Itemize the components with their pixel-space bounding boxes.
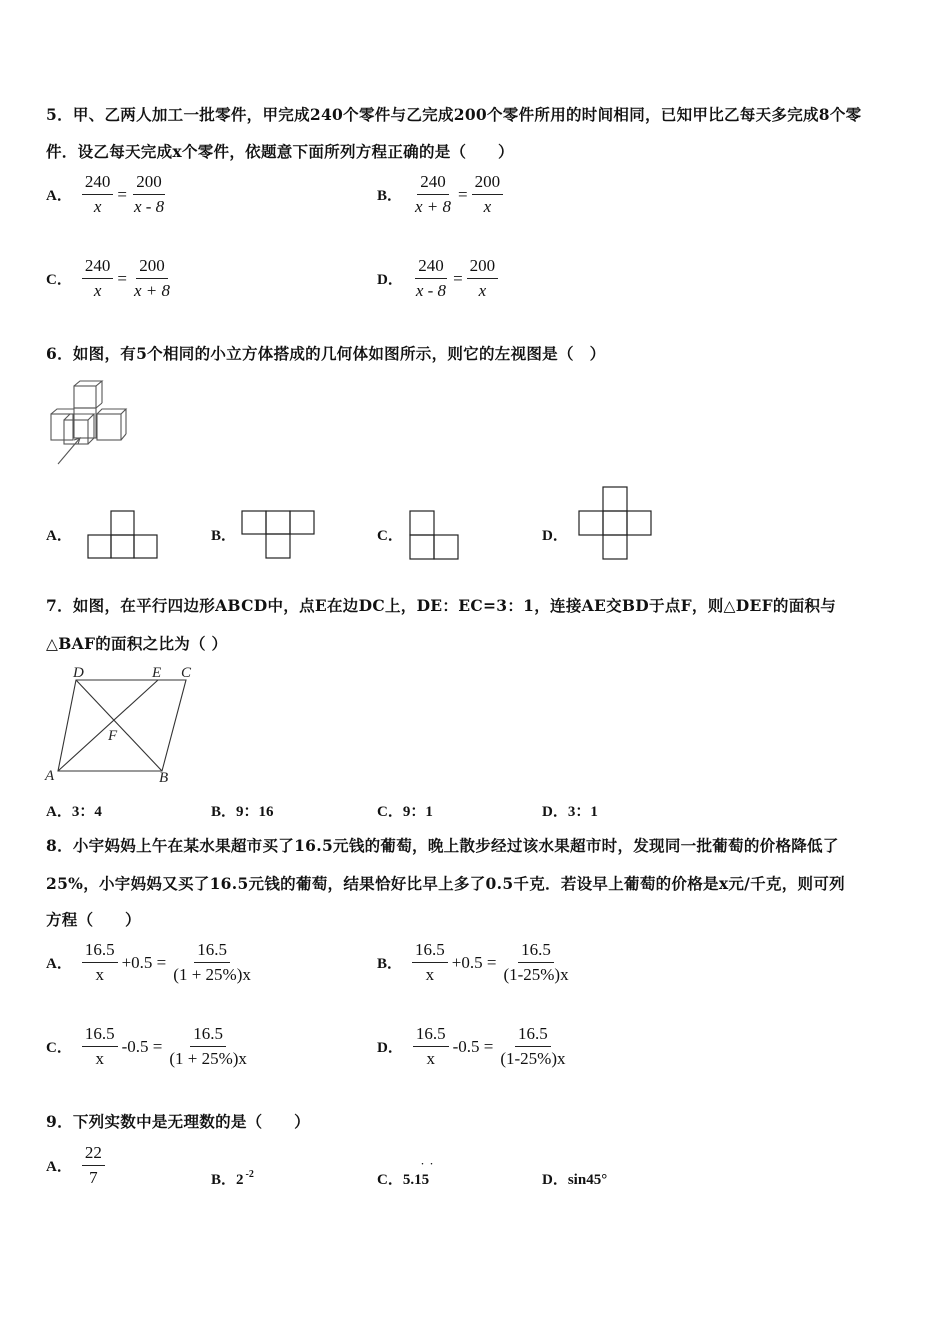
option-label: A． [46, 1159, 72, 1175]
equals-sign: = [458, 184, 468, 204]
q9-option-a[interactable] [46, 1143, 105, 1188]
denominator: x + 8 [415, 197, 452, 216]
q6-option-b-label[interactable]: B． [211, 528, 237, 544]
q6-option-a-figure[interactable] [87, 510, 159, 560]
option-label: B． [377, 188, 403, 204]
numerator: 240 [415, 256, 447, 279]
sin-value: sin45° [567, 1172, 608, 1188]
denominator: x - 8 [415, 281, 447, 300]
numerator: 16.5 [412, 940, 448, 963]
q5-option-b[interactable] [377, 172, 503, 217]
operator: +0.5 = [121, 952, 167, 972]
q8-option-c[interactable] [46, 1024, 250, 1069]
q6-option-b-figure[interactable] [241, 510, 315, 560]
label-e: E [152, 665, 162, 681]
numerator: 240 [82, 172, 114, 195]
denominator: x [95, 1049, 104, 1068]
option-label: D． [377, 272, 403, 288]
q9-stem: 9．下列实数中是无理数的是（ ） [46, 1112, 310, 1131]
numerator: 16.5 [82, 1024, 118, 1047]
numerator: 16.5 [518, 940, 554, 963]
numerator: 240 [417, 172, 449, 195]
option-label: B． [211, 1172, 237, 1188]
q6-option-c-label[interactable]: C． [377, 528, 403, 544]
denominator: (1-25%)x [503, 965, 569, 984]
q9-option-b[interactable] [211, 1168, 254, 1189]
numerator: 16.5 [190, 1024, 226, 1047]
numerator: 200 [472, 172, 504, 195]
option-label: B． [377, 956, 403, 972]
q5-option-d[interactable] [377, 256, 498, 301]
numerator: 22 [82, 1143, 105, 1166]
label-a: A [45, 768, 55, 784]
option-label: C． [46, 272, 72, 288]
option-label: C． [46, 1040, 72, 1056]
segment-bd [76, 680, 162, 771]
option-label: A． [46, 188, 72, 204]
q6-option-d-figure[interactable] [577, 486, 653, 560]
equals-sign: = [117, 184, 127, 204]
denominator: x [95, 965, 104, 984]
power-base: 2 [236, 1172, 244, 1188]
numerator: 240 [82, 256, 114, 279]
denominator: x - 8 [133, 197, 165, 216]
q8-stem-line2: 25%，小宇妈妈又买了16.5元钱的葡萄，结果恰好比早上多了0.5千克．若设早上葡萄的价格是x元/千克，则可列 [46, 874, 845, 893]
repeating-dot-mark: · [421, 1159, 425, 1169]
repeating-decimal: 5.15 [402, 1172, 430, 1188]
denominator: (1 + 25%)x [173, 965, 251, 984]
q8-option-a[interactable] [46, 940, 254, 985]
numerator: 16.5 [515, 1024, 551, 1047]
numerator: 200 [136, 256, 168, 279]
q6-option-c-figure[interactable] [409, 510, 461, 560]
equals-sign: = [117, 268, 127, 288]
denominator: x [93, 197, 102, 216]
q8-option-b[interactable] [377, 940, 572, 985]
q7-stem-line2: △BAF的面积之比为（ ） [46, 634, 228, 653]
denominator: 7 [89, 1168, 98, 1187]
power-exponent: -2 [245, 1169, 254, 1180]
q6-option-a-label[interactable]: A． [46, 528, 72, 544]
label-c: C [181, 665, 192, 681]
q5-option-c[interactable] [46, 256, 173, 301]
repeating-dot-mark: · [430, 1159, 434, 1169]
q9-option-d[interactable] [542, 1168, 607, 1189]
denominator: x [483, 197, 492, 216]
q6-cube-figure [44, 378, 136, 470]
numerator: 16.5 [82, 940, 118, 963]
q5-option-a[interactable] [46, 172, 167, 217]
denominator: (1 + 25%)x [169, 1049, 247, 1068]
equals-sign: = [453, 268, 463, 288]
label-d: D [73, 665, 84, 681]
q6-option-d-label[interactable]: D． [542, 528, 568, 544]
denominator: x [478, 281, 487, 300]
q9-option-c[interactable] [377, 1159, 434, 1189]
denominator: x [426, 1049, 435, 1068]
q7-parallelogram-figure [44, 664, 200, 786]
denominator: x [93, 281, 102, 300]
q7-option-d[interactable]: D．3：1 [542, 804, 598, 820]
label-f: F [108, 728, 118, 744]
numerator: 16.5 [413, 1024, 449, 1047]
parallelogram-abcd [58, 680, 186, 771]
q7-option-b[interactable]: B．9：16 [211, 804, 274, 820]
operator: -0.5 = [121, 1036, 163, 1056]
option-label: D． [542, 1172, 568, 1188]
operator: +0.5 = [451, 952, 497, 972]
q6-stem: 6．如图，有5个相同的小立方体搭成的几何体如图所示，则它的左视图是（ ） [46, 344, 606, 363]
q7-option-c[interactable]: C．9：1 [377, 804, 433, 820]
q5-stem-line1: 5．甲、乙两人加工一批零件，甲完成240个零件与乙完成200个零件所用的时间相同，已知甲比乙每天多完成8个零 [46, 105, 862, 124]
denominator: x [425, 965, 435, 984]
numerator: 200 [467, 256, 499, 279]
numerator: 16.5 [194, 940, 230, 963]
q8-option-d[interactable] [377, 1024, 569, 1069]
option-label: C． [377, 1172, 403, 1188]
label-b: B [159, 770, 169, 786]
operator: -0.5 = [452, 1036, 494, 1056]
q7-option-a[interactable]: A．3：4 [46, 804, 102, 820]
denominator: x + 8 [133, 281, 170, 300]
q8-stem-line3: 方程（ ） [46, 910, 141, 929]
q7-stem-line1: 7．如图，在平行四边形ABCD中，点E在边DC上，DE：EC=3：1，连接AE交BD于点F，则△DEF的面积与 [46, 596, 837, 615]
denominator: (1-25%)x [500, 1049, 566, 1068]
q5-stem-line2: 件．设乙每天完成x个零件，依题意下面所列方程正确的是（ ） [46, 142, 514, 161]
numerator: 200 [133, 172, 165, 195]
option-label: D． [377, 1040, 403, 1056]
option-label: A． [46, 956, 72, 972]
q8-stem-line1: 8．小宇妈妈上午在某水果超市买了16.5元钱的葡萄，晚上散步经过该水果超市时，发现同一批葡萄的价格降低了 [46, 836, 839, 855]
